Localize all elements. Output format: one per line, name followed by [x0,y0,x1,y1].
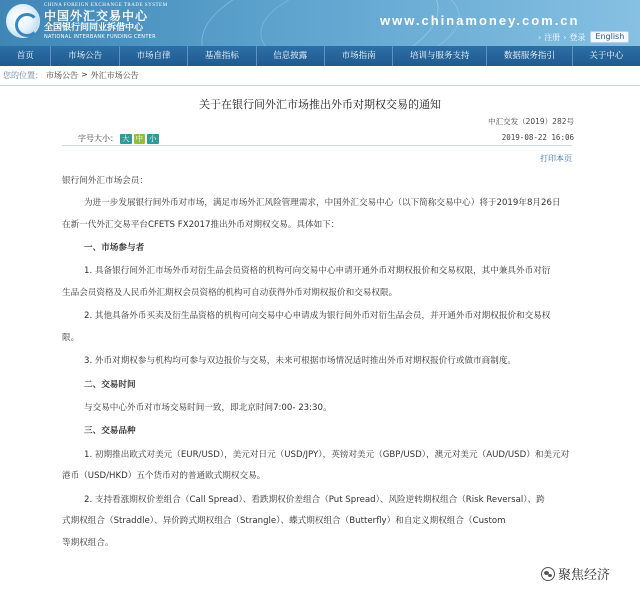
nav-item-benchmarks[interactable]: 基准指标 [188,46,256,66]
account-links [538,31,629,43]
site-logo[interactable] [44,3,168,40]
login-arrow-icon: › [563,32,567,42]
font-size-medium-button[interactable]: 中 [135,133,143,143]
products-item-2-line-2: 式期权组合（Straddle）、异价跨式期权组合（Strangle）、蝶式期权组合（Butterfly）和自定义期权组合（Custom [62,516,506,527]
nav-item-market-announcements[interactable]: 市场公告 [51,46,119,66]
nav-item-home[interactable]: 首页 [0,46,51,66]
breadcrumb-separator: > [81,70,88,79]
products-item-1-line-2: 港币（USD/HKD）五个货币对的普通欧式期权交易。 [62,471,266,482]
wechat-watermark [538,563,613,584]
font-size-large-button[interactable]: 大 [122,133,130,143]
section-heading-trading-hours: 二、交易时间 [84,379,136,390]
participants-item-2-line-1: 2. 其他具备外币买卖及衍生品资格的机构可向交易中心申请成为银行间外币对衍生品会员，并开通外币对期权报价和交易权 [84,311,551,322]
participants-item-3: 3. 外币对期权参与机构均可参与双边报价与交易，未来可根据市场情况适时推出外币对期权报价行或做市商制度。 [84,356,517,367]
publish-date: 2019-08-22 16:06 [501,133,574,142]
wechat-icon [541,567,555,581]
participants-item-1-line-2: 生品会员资格及人民币外汇期权会员资格的机构可自动获得外币对期权报价和交易权限。 [62,287,398,298]
site-header [0,0,640,46]
products-item-1-line-1: 1. 初期推出欧式对美元（EUR/USD），美元对日元（USD/JPY），英镑对美元（GBP/USD），澳元对美元（AUD/USD）和美元对 [84,449,570,460]
section-heading-participants: 一、市场参与者 [84,242,145,253]
print-page-link[interactable]: 打印本页 [540,154,572,163]
page-title: 关于在银行间外汇市场推出外币对期权交易的通知 [199,98,441,111]
breadcrumb-lead: 您的位置： [3,71,43,80]
nav-item-data-services[interactable]: 数据服务指引 [487,46,572,66]
logo-english-bottom: NATIONAL INTERBANK FUNDING CENTER [44,34,156,40]
font-size-controls [78,133,159,144]
logo-chinese-subname: 全国银行间同业拆借中心 [44,23,144,33]
nav-item-disclosure[interactable]: 信息披露 [257,46,325,66]
breadcrumb-fx-announcements[interactable]: 外汇市场公告 [90,71,139,80]
section-heading-products: 三、交易品种 [84,426,136,437]
font-size-small-button[interactable]: 小 [149,133,157,143]
participants-item-1-line-1: 1. 具备银行间外汇市场外币对衍生品会员资格的机构可向交易中心申请开通外币对期权报价和交易权限，其中兼具外币对衍 [84,266,551,277]
register-link[interactable]: 注册 [544,32,561,42]
register-arrow-icon: › [538,32,542,42]
title-divider [62,145,572,146]
document-number: 中汇交发（2019）282号 [488,117,574,126]
cfets-logo-icon[interactable] [6,4,40,38]
login-link[interactable]: 登录 [569,32,586,42]
breadcrumb [3,70,139,81]
products-item-2-line-3: 等期权组合。 [62,538,114,549]
intro-line-1: 为进一步发展银行间外币对市场，满足市场外汇风险管理需求，中国外汇交易中心（以下简称交易中心）将于2019年8月26日 [84,197,561,208]
logo-english-top: CHINA FOREIGN EXCHANGE TRADE SYSTEM [44,3,168,8]
watermark-text: 聚焦经济 [558,568,611,583]
intro-line-2: 在新一代外汇交易平台CFETS FX2017推出外币对期权交易。具体如下： [62,219,340,230]
nav-item-about[interactable]: 关于中心 [589,51,624,61]
products-item-2-line-1: 2. 支持看涨期权价差组合（Call Spread）、看跌期权价差组合（Put Spread）、风险逆转期权组合（Risk Reversal）、跨 [84,494,545,505]
english-button[interactable]: English [590,31,629,43]
nav-item-market-guide[interactable]: 市场指南 [325,46,393,66]
site-url: www.chinamoney.com.cn [380,13,580,28]
nav-item-self-regulation[interactable]: 市场自律 [120,46,188,66]
participants-item-2-line-2: 限。 [62,333,80,344]
font-size-label: 字号大小： [78,134,118,143]
document-body [62,175,574,551]
trading-hours-text: 与交易中心外币对市场交易时间一致，即北京时间7:00- 23:30。 [84,402,332,413]
main-nav [0,46,640,66]
salutation: 银行间外汇市场会员： [62,176,148,186]
breadcrumb-market-announcements[interactable]: 市场公告 [46,71,78,80]
nav-item-training[interactable]: 培训与服务支持 [393,46,487,66]
logo-chinese-name: 中国外汇交易中心 [44,9,149,23]
